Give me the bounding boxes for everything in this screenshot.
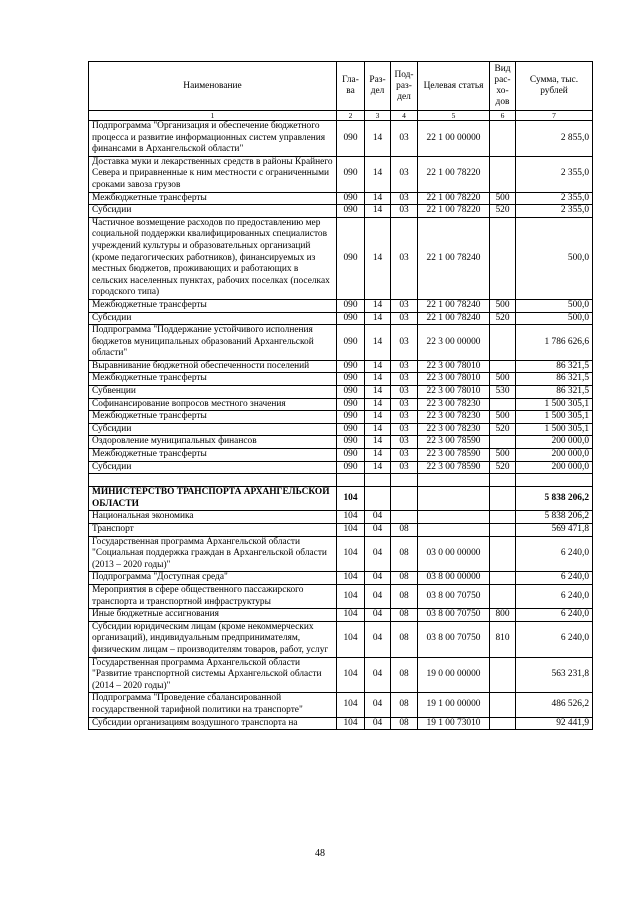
row-name-cell: МИНИСТЕРСТВО ТРАНСПОРТА АРХАНГЕЛЬСКОЙ ОБЛАСТИ — [89, 487, 337, 511]
page-number: 48 — [315, 848, 325, 859]
row-name-cell: Подпрограмма "Организация и обеспечение бюджетного процесса и развитие информационных систем управления финансами в Архангельской области" — [89, 121, 337, 157]
row-sum-cell: 200 000,0 — [516, 449, 593, 462]
row-name-cell: Субсидии — [89, 312, 337, 325]
row-razdel-cell: 14 — [365, 121, 391, 157]
row-podrazdel-cell: 03 — [391, 299, 418, 312]
row-glava-cell: 104 — [337, 524, 365, 537]
row-target-cell: 22 3 00 78010 — [418, 386, 490, 399]
row-name-cell: Подпрограмма "Доступная среда" — [89, 572, 337, 585]
row-sum-cell: 500,0 — [516, 217, 593, 299]
row-target-cell: 19 1 00 73010 — [418, 717, 490, 730]
row-name-cell: Субсидии организациям воздушного транспорта на — [89, 717, 337, 730]
row-sum-cell: 563 231,8 — [516, 657, 593, 693]
row-glava-cell — [337, 474, 365, 487]
row-vid-cell — [490, 657, 516, 693]
row-razdel-cell: 04 — [365, 572, 391, 585]
row-razdel-cell: 14 — [365, 360, 391, 373]
row-sum-cell: 200 000,0 — [516, 461, 593, 474]
row-sum-cell: 6 240,0 — [516, 536, 593, 572]
header-podrazdel: Под-раз-дел — [391, 62, 418, 111]
row-vid-cell — [490, 360, 516, 373]
row-name-cell: Межбюджетные трансферты — [89, 373, 337, 386]
row-sum-cell: 1 786 626,6 — [516, 325, 593, 361]
row-target-cell: 22 3 00 78010 — [418, 360, 490, 373]
row-target-cell: 22 1 00 78240 — [418, 299, 490, 312]
table-row — [89, 436, 593, 449]
table-row — [89, 524, 593, 537]
row-glava-cell: 104 — [337, 693, 365, 717]
row-sum-cell: 500,0 — [516, 312, 593, 325]
row-sum-cell: 2 355,0 — [516, 192, 593, 205]
row-target-cell: 22 1 00 00000 — [418, 121, 490, 157]
row-name-cell: Подпрограмма "Поддержание устойчивого исполнения бюджетов муниципальных образований Архангельской области" — [89, 325, 337, 361]
row-sum-cell: 5 838 206,2 — [516, 487, 593, 511]
row-sum-cell: 92 441,9 — [516, 717, 593, 730]
row-razdel-cell — [365, 474, 391, 487]
table-row — [89, 373, 593, 386]
row-razdel-cell: 14 — [365, 386, 391, 399]
row-razdel-cell: 14 — [365, 325, 391, 361]
row-podrazdel-cell: 03 — [391, 436, 418, 449]
header-vid: Вид рас-хо-дов — [490, 62, 516, 111]
row-glava-cell: 104 — [337, 572, 365, 585]
row-sum-cell: 569 471,8 — [516, 524, 593, 537]
row-target-cell — [418, 524, 490, 537]
column-number: 3 — [365, 111, 391, 121]
row-name-cell: Доставка муки и лекарственных средств в районы Крайнего Севера и приравненные к ним местности с ограниченными сроками завоза грузов — [89, 156, 337, 192]
row-razdel-cell: 14 — [365, 461, 391, 474]
row-razdel-cell: 04 — [365, 584, 391, 608]
row-razdel-cell: 14 — [365, 423, 391, 436]
row-vid-cell: 520 — [490, 205, 516, 218]
row-target-cell: 22 3 00 78590 — [418, 436, 490, 449]
table-row — [89, 449, 593, 462]
row-podrazdel-cell: 03 — [391, 121, 418, 157]
header-razdel: Раз-дел — [365, 62, 391, 111]
row-sum-cell: 86 321,5 — [516, 360, 593, 373]
row-razdel-cell: 04 — [365, 609, 391, 622]
row-sum-cell: 5 838 206,2 — [516, 511, 593, 524]
row-target-cell: 22 3 00 78230 — [418, 398, 490, 411]
row-podrazdel-cell: 03 — [391, 411, 418, 424]
row-razdel-cell: 14 — [365, 373, 391, 386]
table-row — [89, 423, 593, 436]
row-glava-cell: 090 — [337, 217, 365, 299]
row-vid-cell — [490, 325, 516, 361]
row-razdel-cell: 14 — [365, 299, 391, 312]
row-glava-cell: 104 — [337, 584, 365, 608]
row-sum-cell: 2 855,0 — [516, 121, 593, 157]
row-name-cell: Межбюджетные трансферты — [89, 449, 337, 462]
row-glava-cell: 090 — [337, 312, 365, 325]
row-podrazdel-cell: 08 — [391, 536, 418, 572]
row-razdel-cell: 14 — [365, 217, 391, 299]
row-sum-cell: 1 500 305,1 — [516, 411, 593, 424]
table-row — [89, 609, 593, 622]
table-row — [89, 487, 593, 511]
row-glava-cell: 090 — [337, 436, 365, 449]
row-sum-cell: 486 526,2 — [516, 693, 593, 717]
row-target-cell — [418, 474, 490, 487]
row-name-cell: Субсидии — [89, 423, 337, 436]
row-podrazdel-cell: 03 — [391, 312, 418, 325]
row-vid-cell: 520 — [490, 423, 516, 436]
row-podrazdel-cell: 08 — [391, 584, 418, 608]
row-glava-cell: 090 — [337, 121, 365, 157]
column-number: 2 — [337, 111, 365, 121]
row-razdel-cell: 14 — [365, 312, 391, 325]
row-vid-cell: 800 — [490, 609, 516, 622]
header-target: Целевая статья — [418, 62, 490, 111]
row-podrazdel-cell: 03 — [391, 217, 418, 299]
row-target-cell: 03 8 00 00000 — [418, 572, 490, 585]
row-razdel-cell: 04 — [365, 657, 391, 693]
row-glava-cell: 090 — [337, 398, 365, 411]
row-vid-cell — [490, 717, 516, 730]
row-name-cell: Выравнивание бюджетной обеспеченности поселений — [89, 360, 337, 373]
row-sum-cell — [516, 474, 593, 487]
table-row — [89, 360, 593, 373]
row-vid-cell — [490, 572, 516, 585]
row-sum-cell: 6 240,0 — [516, 609, 593, 622]
table-row — [89, 461, 593, 474]
row-sum-cell: 2 355,0 — [516, 205, 593, 218]
row-razdel-cell: 14 — [365, 436, 391, 449]
row-podrazdel-cell — [391, 511, 418, 524]
row-vid-cell: 530 — [490, 386, 516, 399]
row-glava-cell: 090 — [337, 449, 365, 462]
row-podrazdel-cell: 03 — [391, 325, 418, 361]
row-vid-cell: 500 — [490, 449, 516, 462]
row-vid-cell: 520 — [490, 461, 516, 474]
row-target-cell: 22 1 00 78220 — [418, 156, 490, 192]
row-name-cell: Подпрограмма "Проведение сбалансированной государственной тарифной политики на транспорте" — [89, 693, 337, 717]
row-vid-cell: 500 — [490, 373, 516, 386]
row-target-cell: 03 8 00 70750 — [418, 621, 490, 657]
row-sum-cell: 500,0 — [516, 299, 593, 312]
row-glava-cell: 090 — [337, 423, 365, 436]
row-target-cell — [418, 511, 490, 524]
row-podrazdel-cell: 08 — [391, 657, 418, 693]
row-podrazdel-cell: 03 — [391, 386, 418, 399]
row-sum-cell: 6 240,0 — [516, 584, 593, 608]
row-razdel-cell: 04 — [365, 717, 391, 730]
column-number: 6 — [490, 111, 516, 121]
row-name-cell: Иные бюджетные ассигнования — [89, 609, 337, 622]
table-row — [89, 156, 593, 192]
table-row — [89, 192, 593, 205]
header-row — [89, 62, 593, 111]
row-name-cell: Оздоровление муниципальных финансов — [89, 436, 337, 449]
table-row — [89, 584, 593, 608]
row-name-cell: Мероприятия в сфере общественного пассажирского транспорта и транспортной инфраструктуры — [89, 584, 337, 608]
row-glava-cell: 104 — [337, 487, 365, 511]
table-row — [89, 299, 593, 312]
row-glava-cell: 104 — [337, 717, 365, 730]
table-row — [89, 511, 593, 524]
row-podrazdel-cell: 08 — [391, 609, 418, 622]
row-podrazdel-cell: 03 — [391, 449, 418, 462]
row-name-cell: Национальная экономика — [89, 511, 337, 524]
row-vid-cell — [490, 217, 516, 299]
row-target-cell: 19 0 00 00000 — [418, 657, 490, 693]
row-glava-cell: 104 — [337, 511, 365, 524]
spacer-row — [89, 474, 593, 487]
row-razdel-cell: 14 — [365, 205, 391, 218]
row-name-cell: Межбюджетные трансферты — [89, 411, 337, 424]
row-target-cell: 22 1 00 78240 — [418, 217, 490, 299]
budget-table — [88, 61, 593, 730]
row-podrazdel-cell: 03 — [391, 205, 418, 218]
table-row — [89, 386, 593, 399]
table-row — [89, 536, 593, 572]
table-row — [89, 693, 593, 717]
row-vid-cell — [490, 584, 516, 608]
row-razdel-cell: 14 — [365, 449, 391, 462]
row-podrazdel-cell: 03 — [391, 423, 418, 436]
table-row — [89, 621, 593, 657]
row-razdel-cell: 04 — [365, 621, 391, 657]
table-body — [89, 121, 593, 730]
row-podrazdel-cell: 03 — [391, 461, 418, 474]
row-sum-cell: 2 355,0 — [516, 156, 593, 192]
row-vid-cell — [490, 524, 516, 537]
row-podrazdel-cell: 03 — [391, 360, 418, 373]
row-vid-cell — [490, 474, 516, 487]
row-razdel-cell: 04 — [365, 536, 391, 572]
row-name-cell: Частичное возмещение расходов по предоставлению мер социальной поддержки квалифицированных специалистов учреждений культуры и образовательных организаций (кроме педагогических работников), финансируемых из местных бюджетов, проживающих и работающих в сельских населенных пунктах, рабочих поселках (поселках городского типа) — [89, 217, 337, 299]
header-name: Наименование — [89, 62, 337, 111]
row-vid-cell: 500 — [490, 411, 516, 424]
table-row — [89, 572, 593, 585]
row-podrazdel-cell — [391, 487, 418, 511]
row-sum-cell: 1 500 305,1 — [516, 423, 593, 436]
table-row — [89, 657, 593, 693]
row-glava-cell: 090 — [337, 192, 365, 205]
row-razdel-cell: 14 — [365, 398, 391, 411]
row-vid-cell — [490, 436, 516, 449]
row-name-cell: Государственная программа Архангельской области "Развитие транспортной системы Архангельской области (2014 – 2020 годы)" — [89, 657, 337, 693]
column-number: 1 — [89, 111, 337, 121]
row-glava-cell: 090 — [337, 461, 365, 474]
row-name-cell: Субвенции — [89, 386, 337, 399]
table-row — [89, 325, 593, 361]
row-glava-cell: 090 — [337, 156, 365, 192]
row-vid-cell: 500 — [490, 192, 516, 205]
row-podrazdel-cell: 03 — [391, 398, 418, 411]
row-vid-cell — [490, 693, 516, 717]
column-number: 7 — [516, 111, 593, 121]
row-target-cell — [418, 487, 490, 511]
column-number: 4 — [391, 111, 418, 121]
row-target-cell: 22 3 00 78590 — [418, 449, 490, 462]
row-vid-cell: 500 — [490, 299, 516, 312]
row-glava-cell: 090 — [337, 373, 365, 386]
row-razdel-cell: 04 — [365, 693, 391, 717]
table-row — [89, 312, 593, 325]
table-row — [89, 398, 593, 411]
row-target-cell: 22 3 00 78010 — [418, 373, 490, 386]
row-vid-cell — [490, 398, 516, 411]
row-razdel-cell — [365, 487, 391, 511]
row-vid-cell — [490, 121, 516, 157]
row-razdel-cell: 04 — [365, 511, 391, 524]
row-target-cell: 22 3 00 78230 — [418, 411, 490, 424]
row-name-cell: Межбюджетные трансферты — [89, 192, 337, 205]
row-sum-cell: 1 500 305,1 — [516, 398, 593, 411]
row-target-cell: 22 3 00 78590 — [418, 461, 490, 474]
row-glava-cell: 104 — [337, 536, 365, 572]
row-name-cell: Субсидии — [89, 205, 337, 218]
row-glava-cell: 090 — [337, 411, 365, 424]
row-target-cell: 22 1 00 78220 — [418, 192, 490, 205]
row-glava-cell: 090 — [337, 360, 365, 373]
row-target-cell: 03 8 00 70750 — [418, 584, 490, 608]
row-name-cell — [89, 474, 337, 487]
row-podrazdel-cell: 03 — [391, 373, 418, 386]
row-vid-cell — [490, 156, 516, 192]
row-podrazdel-cell: 08 — [391, 524, 418, 537]
row-sum-cell: 86 321,5 — [516, 373, 593, 386]
column-number-row — [89, 111, 593, 121]
table-row — [89, 411, 593, 424]
row-target-cell: 22 1 00 78240 — [418, 312, 490, 325]
row-name-cell: Транспорт — [89, 524, 337, 537]
row-glava-cell: 090 — [337, 386, 365, 399]
row-razdel-cell: 14 — [365, 192, 391, 205]
row-razdel-cell: 14 — [365, 156, 391, 192]
row-podrazdel-cell: 03 — [391, 192, 418, 205]
table-row — [89, 217, 593, 299]
row-target-cell: 03 8 00 70750 — [418, 609, 490, 622]
row-podrazdel-cell: 08 — [391, 621, 418, 657]
row-sum-cell: 86 321,5 — [516, 386, 593, 399]
row-vid-cell — [490, 536, 516, 572]
row-sum-cell: 200 000,0 — [516, 436, 593, 449]
row-podrazdel-cell: 08 — [391, 717, 418, 730]
row-vid-cell — [490, 511, 516, 524]
row-glava-cell: 104 — [337, 621, 365, 657]
row-sum-cell: 6 240,0 — [516, 621, 593, 657]
row-podrazdel-cell: 08 — [391, 572, 418, 585]
table-row — [89, 121, 593, 157]
row-name-cell: Софинансирование вопросов местного значения — [89, 398, 337, 411]
row-podrazdel-cell — [391, 474, 418, 487]
row-vid-cell: 810 — [490, 621, 516, 657]
row-target-cell: 22 1 00 78220 — [418, 205, 490, 218]
row-target-cell: 22 3 00 00000 — [418, 325, 490, 361]
row-razdel-cell: 14 — [365, 411, 391, 424]
row-target-cell: 19 1 00 00000 — [418, 693, 490, 717]
row-glava-cell: 104 — [337, 657, 365, 693]
row-name-cell: Субсидии — [89, 461, 337, 474]
header-sum: Сумма, тыс. рублей — [516, 62, 593, 111]
row-target-cell: 03 0 00 00000 — [418, 536, 490, 572]
table-row — [89, 205, 593, 218]
row-podrazdel-cell: 03 — [391, 156, 418, 192]
header-glava: Гла-ва — [337, 62, 365, 111]
table-row — [89, 717, 593, 730]
row-glava-cell: 090 — [337, 299, 365, 312]
row-name-cell: Межбюджетные трансферты — [89, 299, 337, 312]
row-name-cell: Субсидии юридическим лицам (кроме некоммерческих организаций), индивидуальным предпринимателям, физическим лицам – производителям товаров, работ, услуг — [89, 621, 337, 657]
row-vid-cell: 520 — [490, 312, 516, 325]
column-number: 5 — [418, 111, 490, 121]
row-glava-cell: 104 — [337, 609, 365, 622]
row-glava-cell: 090 — [337, 325, 365, 361]
row-sum-cell: 6 240,0 — [516, 572, 593, 585]
row-razdel-cell: 04 — [365, 524, 391, 537]
row-glava-cell: 090 — [337, 205, 365, 218]
row-name-cell: Государственная программа Архангельской области "Социальная поддержка граждан в Архангельской области (2013 – 2020 годы)" — [89, 536, 337, 572]
row-vid-cell — [490, 487, 516, 511]
row-podrazdel-cell: 08 — [391, 693, 418, 717]
row-target-cell: 22 3 00 78230 — [418, 423, 490, 436]
